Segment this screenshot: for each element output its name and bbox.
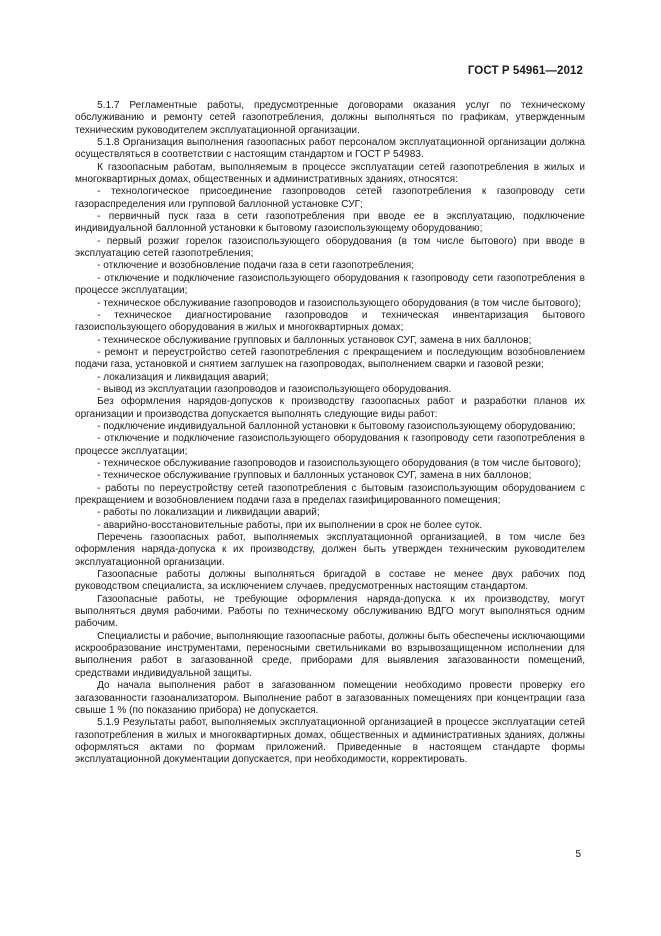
list-item: - работы по локализации и ликвидации аварий; — [97, 507, 320, 519]
list-item: - подключение индивидуальной баллонной установки к бытовому газоиспользующему оборудованию; — [97, 420, 576, 432]
paragraph: До начала выполнения работ в загазованном помещении необходимо провести проверку его загазованности газоанализатором. Выполнение работ в загазованных помещениях при концентрации газа свыше 1 % (по показанию прибора) не допускается. — [75, 680, 585, 716]
list-item: - техническое обслуживание групповых и баллонных установок СУГ, замена в них баллонов; — [97, 470, 532, 482]
paragraph: Перечень газоопасных работ, выполняемых эксплуатационной организацией, в том числе без оформления наряда-допуска к их производству, должен быть утвержден техническим руководителем эксплуатационной организации. — [75, 532, 585, 568]
list-item: - техническое обслуживание газопроводов и газоиспользующего оборудования (в том числе бытового); — [97, 457, 582, 469]
paragraph: Специалисты и рабочие, выполняющие газоопасные работы, должны быть обеспечены исключающими искрообразование инструментами, переносными светильниками во взрывозащищенном исполнении для выполнения работ в загазованной среде, приборами для выявления загазованности помещений, средствами индивидуальной защиты. — [75, 630, 585, 679]
list-item: - отключение и возобновление подачи газа в сети газопотребления; — [97, 260, 415, 272]
document-body — [75, 100, 585, 767]
list-item: - техническое обслуживание групповых и баллонных установок СУГ, замена в них баллонов; — [97, 334, 532, 346]
document-header: ГОСТ Р 54961—2012 — [467, 65, 583, 77]
list-item: - технологическое присоединение газопроводов сетей газопотребления к газопроводу сети газораспределения или групповой баллонной установке СУГ; — [75, 186, 585, 210]
list-item: - техническое обслуживание газопроводов и газоиспользующего оборудования (в том числе бытового); — [97, 297, 582, 309]
paragraph: Без оформления нарядов-допусков к производству газоопасных работ и разработки планов их организации и производства допускается выполнять следующие виды работ: — [75, 396, 585, 420]
paragraph: Газоопасные работы должны выполняться бригадой в составе не менее двух рабочих под руководством специалиста, за исключением случаев, предусмотренных настоящим стандартом. — [75, 569, 585, 593]
list-item: - отключение и подключение газоиспользующего оборудования к газопроводу сети газопотребления в процессе эксплуатации; — [75, 272, 585, 297]
paragraph: К газоопасным работам, выполняемым в процессе эксплуатации сетей газопотребления в жилых и многоквартирных домах, общественных и административных зданиях, относятся: — [75, 161, 585, 186]
list-item: - отключение и подключение газоиспользующего оборудования к газопроводу сети газопотребления в процессе эксплуатации; — [75, 433, 585, 457]
paragraph: Газоопасные работы, не требующие оформления наряда-допуска к их производству, могут выполняться двумя рабочими. Работы по техническому обслуживанию ВДГО могут выполняться одним рабочим. — [75, 593, 585, 630]
list-item: - ремонт и переустройство сетей газопотребления с прекращением и последующим возобновлением подачи газа, установкой и снятием заглушек на газопроводах, выполнением сварки и газовой резки; — [75, 346, 585, 371]
paragraph-5-1-8: 5.1.8 Организация выполнения газоопасных работ персоналом эксплуатационной организации должна осуществляться в соответствии с настоящим стандартом и ГОСТ Р 54983. — [75, 137, 585, 161]
paragraph-5-1-7: 5.1.7 Регламентные работы, предусмотренные договорами оказания услуг по техническому обслуживанию и ремонту сетей газопотребления, должны выполняться по графикам, утвержденным техническим руководителем эксплуатационной организации. — [75, 100, 585, 136]
list-item: - локализация и ликвидация аварий; — [97, 371, 269, 383]
list-item: - первичный пуск газа в сети газопотребления при вводе ее в эксплуатацию, подключение индивидуальной баллонной установки к бытовому газоиспользующему оборудованию; — [75, 211, 585, 235]
page-number: 5 — [575, 849, 581, 860]
paragraph-5-1-9: 5.1.9 Результаты работ, выполняемых эксплуатационной организацией в процессе эксплуатации сетей газопотребления в жилых и многоквартирных домах, общественных и административных зданиях, должны оформляться актами по формам приложений. Приведенные в настоящем стандарте формы эксплуатационной документации допускается, при необходимости, корректировать. — [75, 717, 585, 766]
list-item: - работы по переустройству сетей газопотребления с бытовым газоиспользующим оборудованием с прекращением и возобновлением подачи газа в пределах газифицированного помещения; — [75, 482, 585, 506]
list-item: - техническое диагностирование газопроводов и техническая инвентаризация бытового газоиспользующего оборудования в жилых и многоквартирных домах; — [75, 309, 585, 334]
list-item: - аварийно-восстановительные работы, при их выполнении в срок не более суток. — [97, 519, 483, 531]
list-item: - вывод из эксплуатации газопроводов и газоиспользующего оборудования. — [97, 383, 452, 395]
list-item: - первый розжиг горелок газоиспользующего оборудования (в том числе бытового) при вводе в эксплуатацию сетей газопотребления; — [75, 235, 585, 260]
